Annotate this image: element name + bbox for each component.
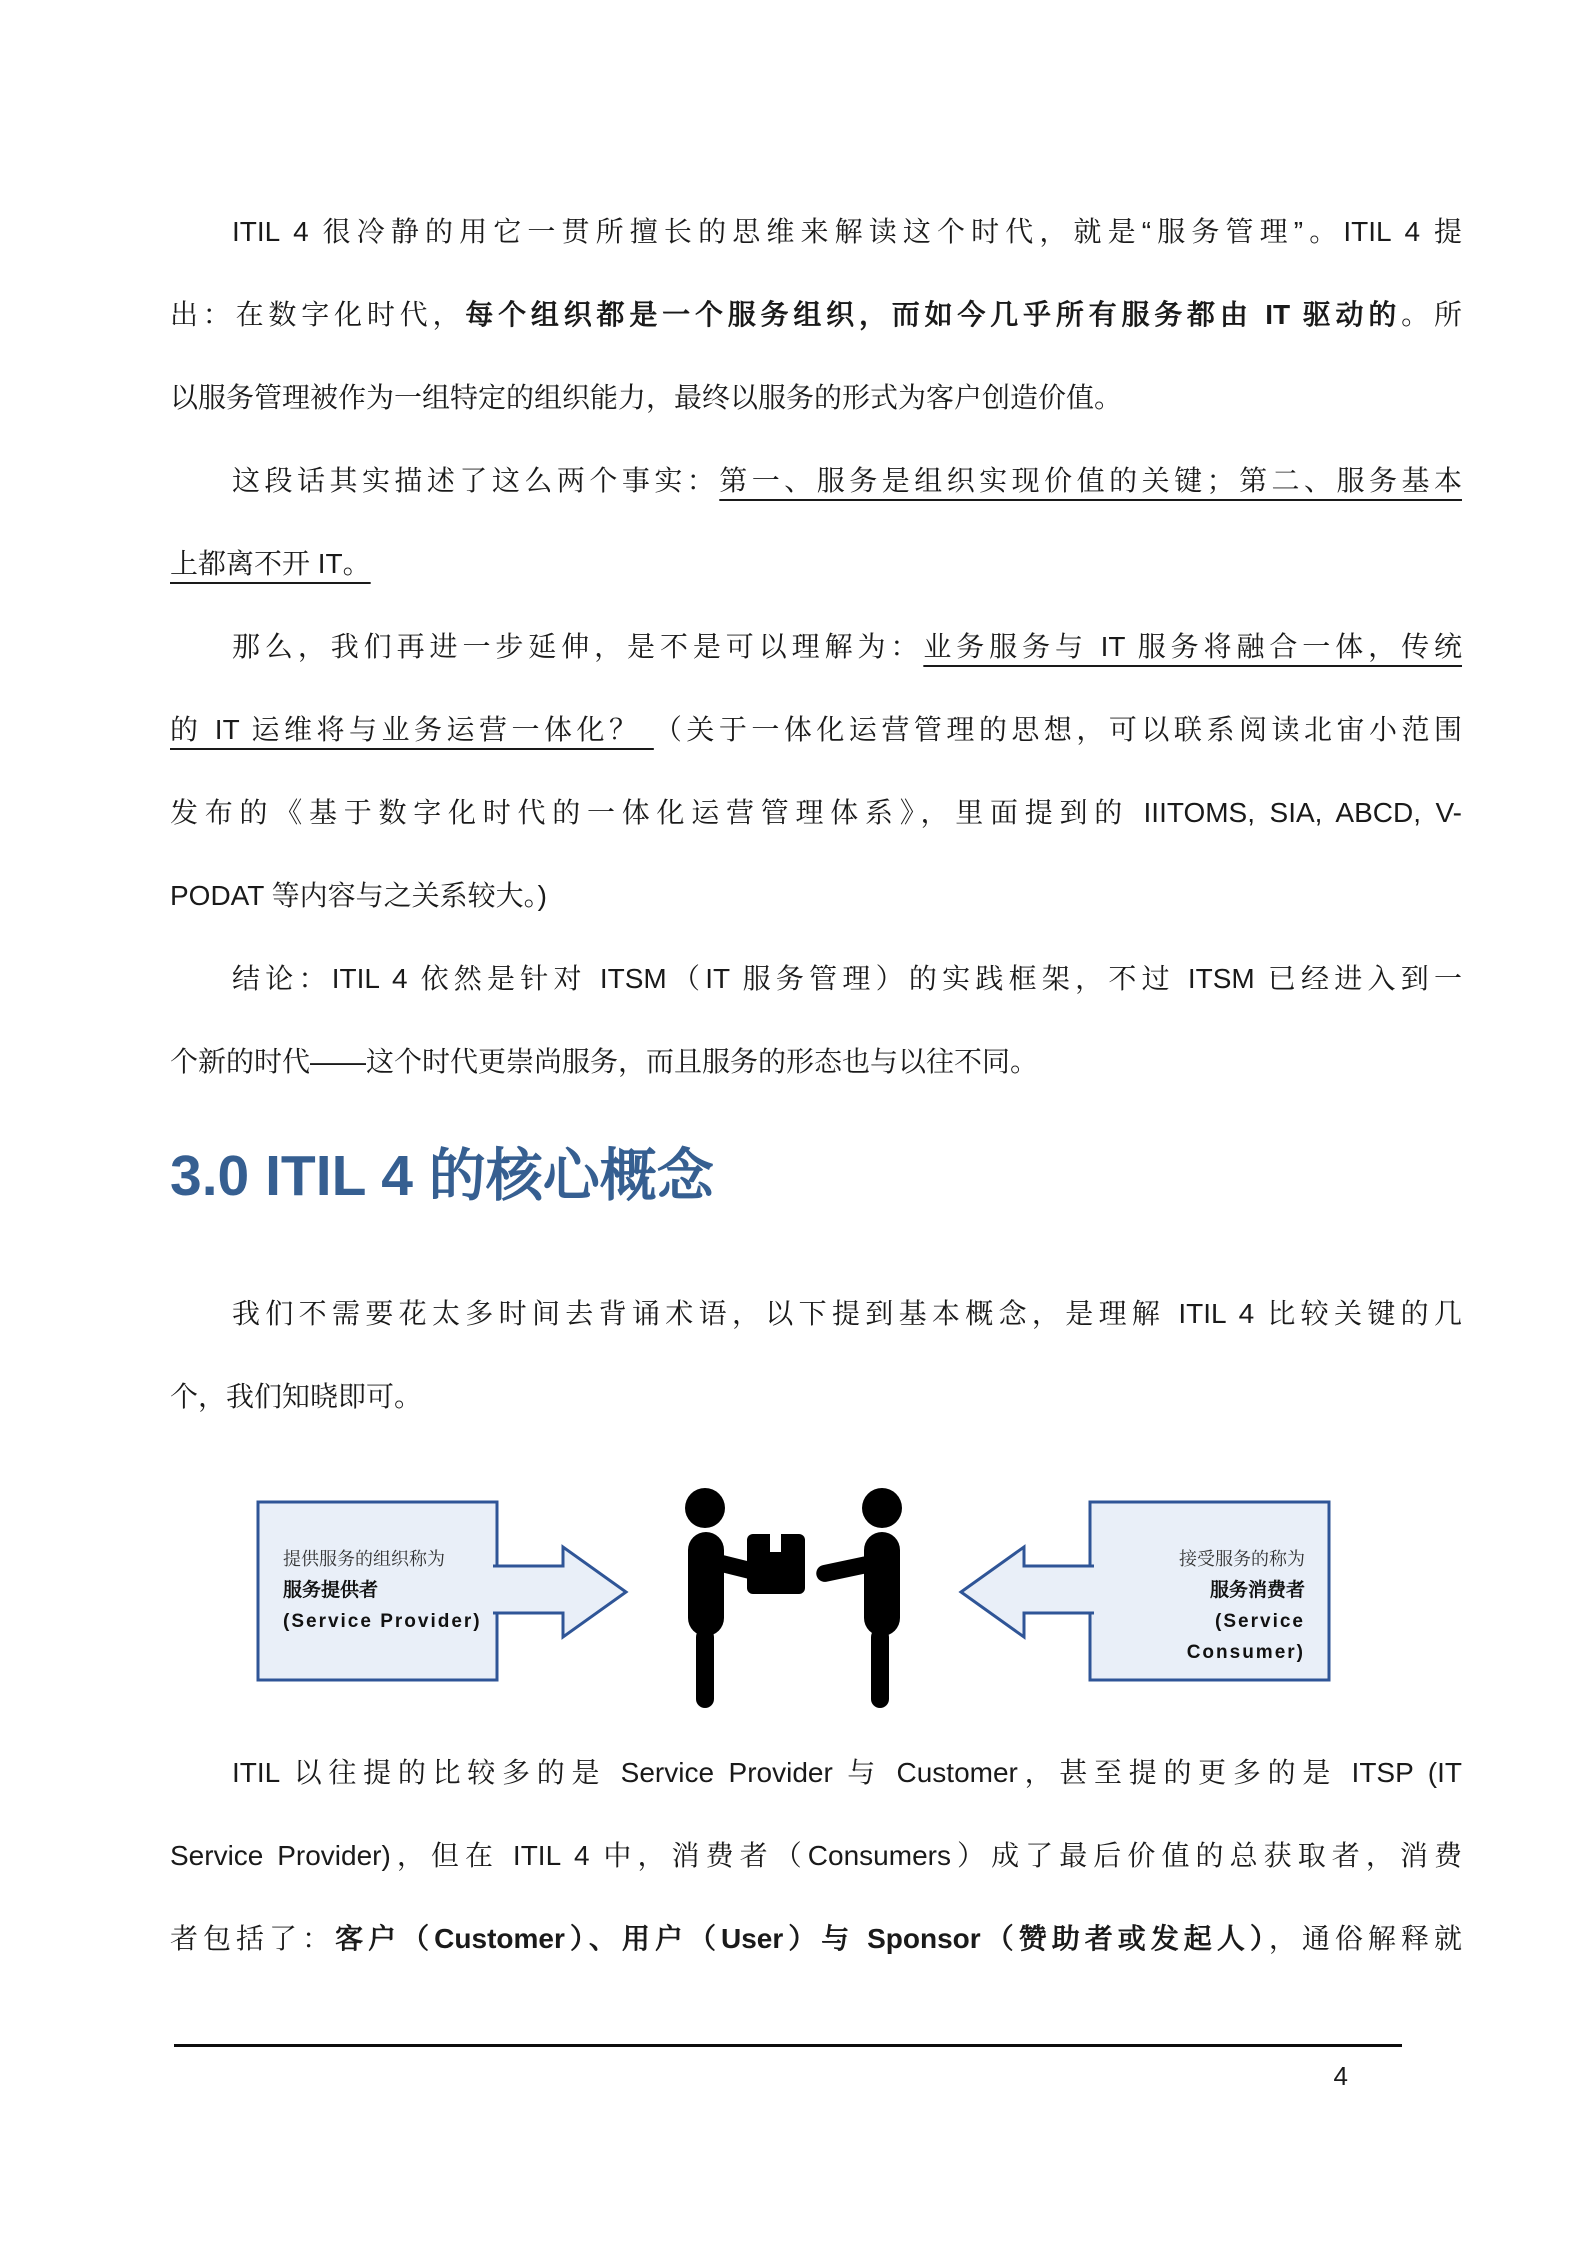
consumer-caption: 接受服务的称为 <box>1179 1549 1305 1569</box>
text-line <box>170 273 1462 356</box>
text-run: 个，我们知晓即可。 <box>170 1381 423 1412</box>
text-run: 结论：ITIL 4 依然是针对 ITSM（IT 服务管理）的实践框架，不过 ITSM 已经进入到一 <box>232 963 1462 994</box>
text-line <box>170 771 1462 854</box>
text-run: 。所 <box>1401 299 1462 330</box>
service-handover-icon <box>685 1488 902 1708</box>
text-line <box>170 356 1462 439</box>
consumer-title: 服务消费者 <box>1209 1580 1305 1601</box>
text-run: ITIL 4 很冷静的用它一贯所擅长的思维来解读这个时代，就是“服务管理”。ITIL 4 提 <box>232 216 1462 247</box>
text-run: 那么，我们再进一步延伸，是不是可以理解为： <box>232 631 924 662</box>
text-line <box>170 439 1462 522</box>
bold-text-run: 客户（Customer）、用户（User）与 Sponsor（赞助者或发起人） <box>335 1923 1269 1954</box>
text-line <box>170 605 1462 688</box>
text-run: 发布的《基于数字化时代的一体化运营管理体系》，里面提到的 IIITOMS, SIA, ABCD, V- <box>170 797 1462 828</box>
text-line <box>170 522 1462 605</box>
text-line <box>170 190 1462 273</box>
bold-text-run: 每个组织都是一个服务组织，而如今几乎所有服务都由 IT 驱动的 <box>465 299 1402 330</box>
section-heading: 3.0 ITIL 4 的核心概念 <box>170 1144 714 1208</box>
provider-caption: 提供服务的组织称为 <box>283 1549 445 1569</box>
text-run: 者包括了： <box>170 1923 336 1954</box>
provider-title: 服务提供者 <box>283 1580 379 1601</box>
body-text-block-1 <box>170 190 1462 1103</box>
text-run: （关于一体化运营管理的思想，可以联系阅读北宙小范围 <box>653 714 1462 745</box>
text-line <box>170 1897 1462 1980</box>
provider-subtitle: (Service Provider) <box>283 1611 482 1632</box>
text-line <box>170 1814 1462 1897</box>
underlined-text-run: 的 IT 运维将与业务运营一体化？ <box>170 714 654 745</box>
body-text-block-2 <box>170 1272 1462 1438</box>
text-run: 出：在数字化时代， <box>170 299 466 330</box>
left-arrow-shape <box>961 1547 1094 1637</box>
text-run: Service Provider)，但在 ITIL 4 中，消费者（Consumers）成了最后价值的总获取者，消费 <box>170 1840 1462 1871</box>
text-line <box>170 937 1462 1020</box>
footer-rule <box>174 2044 1402 2047</box>
text-run: 以服务管理被作为一组特定的组织能力，最终以服务的形式为客户创造价值。 <box>170 382 1123 413</box>
text-line <box>170 688 1462 771</box>
text-line <box>170 854 1462 937</box>
text-line <box>170 1731 1462 1814</box>
text-run: 这段话其实描述了这么两个事实： <box>232 465 720 496</box>
text-line <box>170 1355 1462 1438</box>
page-number: 4 <box>1333 2061 1348 2091</box>
consumer-subtitle: (Service Consumer) <box>1186 1611 1305 1663</box>
provider-box-label <box>283 1544 493 1637</box>
underlined-text-run: 业务服务与 IT 服务将融合一体，传统 <box>923 631 1462 662</box>
underlined-text-run: 第一、服务是组织实现价值的关键；第二、服务基本 <box>719 465 1462 496</box>
right-arrow-shape <box>493 1547 626 1637</box>
text-line <box>170 1272 1462 1355</box>
underlined-text-run: 上都离不开 IT。 <box>170 548 371 579</box>
text-run: ，通俗解释就 <box>1268 1923 1462 1954</box>
text-run: PODAT 等内容与之关系较大。) <box>170 880 547 911</box>
text-run: ITIL 以往提的比较多的是 Service Provider 与 Customer，甚至提的更多的是 ITSP (IT <box>232 1757 1462 1788</box>
consumer-box-label <box>1095 1544 1305 1668</box>
concept-diagram <box>170 1470 1462 1746</box>
text-run: 个新的时代——这个时代更崇尚服务，而且服务的形态也与以往不同。 <box>170 1046 1039 1077</box>
text-line <box>170 1020 1462 1103</box>
body-text-block-3 <box>170 1731 1462 1980</box>
text-run: 我们不需要花太多时间去背诵术语，以下提到基本概念，是理解 ITIL 4 比较关键的几 <box>232 1298 1462 1329</box>
